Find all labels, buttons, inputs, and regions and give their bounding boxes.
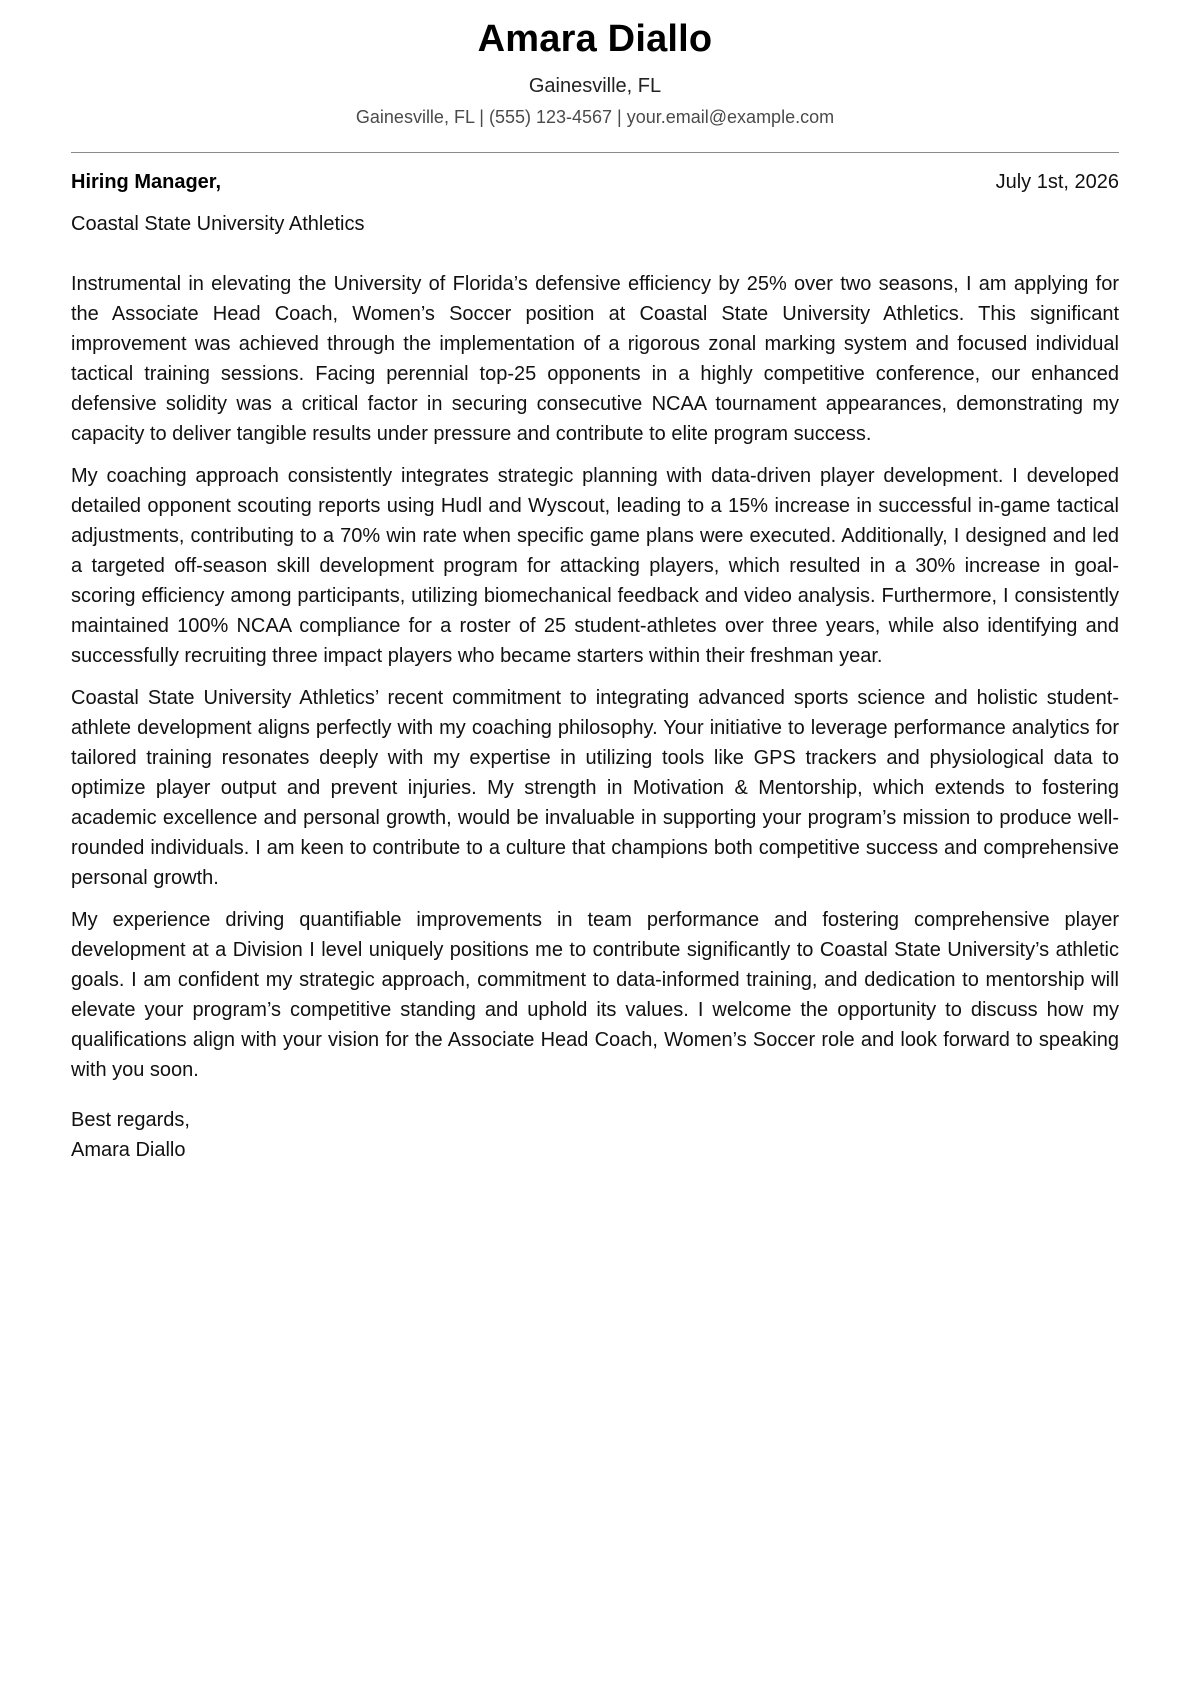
body-paragraph: My coaching approach consistently integrates strategic planning with data-driven player development. I developed detailed opponent scouting reports using Hudl and Wyscout, leading to a 15% increase in successful in-game tactical adjustments, contributing to a 70% win rate when specific game plans were executed. Additionally, I designed and led a targeted off-season skill development program for attacking players, which resulted in a 30% increase in goal-scoring efficiency among participants, utilizing biomechanical feedback and video analysis. Furthermore, I consistently maintained 100% NCAA compliance for a roster of 25 student-athletes over three years, while also identifying and successfully recruiting three impact players who became starters within their freshman year. — [71, 465, 1119, 667]
letter-body — [71, 269, 1119, 1085]
letter-closing — [71, 1105, 1119, 1165]
header-divider — [71, 152, 1119, 153]
letter-date: July 1st, 2026 — [995, 171, 1119, 193]
closing-phrase: Best regards, — [71, 1109, 190, 1131]
recipient-date-row — [71, 167, 1119, 197]
body-paragraph: Instrumental in elevating the University of Florida’s defensive efficiency by 25% over two seasons, I am applying for the Associate Head Coach, Women’s Soccer position at Coastal State University Athletics. This significant improvement was achieved through the implementation of a rigorous zonal marking system and focused individual tactical training sessions. Facing perennial top-25 opponents in a highly competitive conference, our enhanced defensive solidity was a critical factor in securing consecutive NCAA tournament appearances, demonstrating my capacity to deliver tangible results under pressure and contribute to elite program success. — [71, 273, 1119, 445]
signature-name: Amara Diallo — [71, 1139, 186, 1161]
body-paragraph: Coastal State University Athletics’ recent commitment to integrating advanced sports science and holistic student-athlete development aligns perfectly with my coaching philosophy. Your initiative to leverage performance analytics for tailored training resonates deeply with my expertise in utilizing tools like GPS trackers and physiological data to optimize player output and prevent injuries. My strength in Motivation & Mentorship, which extends to fostering academic excellence and personal growth, would be invaluable in supporting your program’s mission to produce well-rounded individuals. I am keen to contribute to a culture that champions both competitive success and comprehensive personal growth. — [71, 687, 1119, 889]
body-paragraph: My experience driving quantifiable improvements in team performance and fostering comprehensive player development at a Division I level uniquely positions me to contribute significantly to Coastal State University’s athletic goals. I am confident my strategic approach, commitment to data-informed training, and dedication to mentorship will elevate your program’s competitive standing and uphold its values. I welcome the opportunity to discuss how my qualifications align with your vision for the Associate Head Coach, Women’s Soccer role and look forward to speaking with you soon. — [71, 909, 1119, 1081]
sender-contact-line: Gainesville, FL | (555) 123-4567 | your.email@example.com — [355, 107, 835, 127]
sender-location: Gainesville, FL — [528, 75, 662, 97]
letter-header — [71, 0, 1119, 130]
recipient-company: Coastal State University Athletics — [71, 213, 365, 235]
sender-name: Amara Diallo — [477, 18, 713, 60]
recipient-salutation: Hiring Manager, — [71, 171, 222, 193]
